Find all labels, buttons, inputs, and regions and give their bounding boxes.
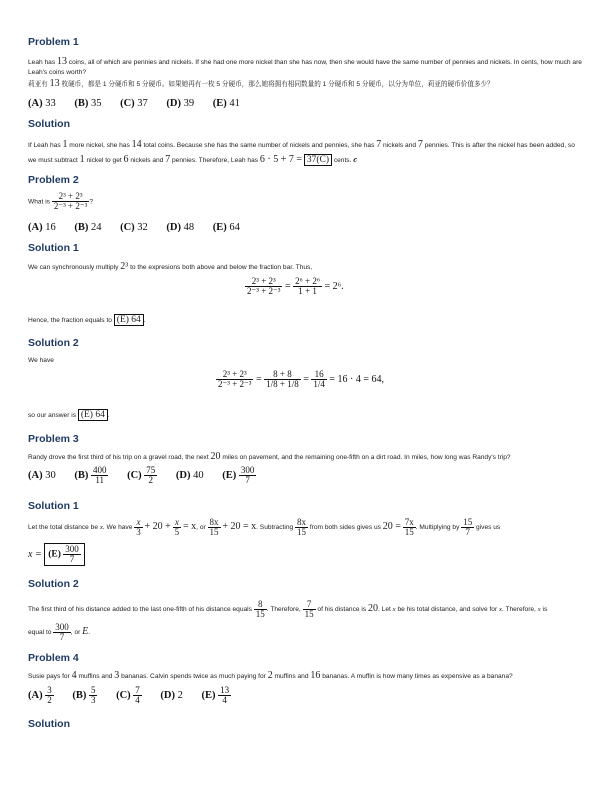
choice-a: (A) 33 [28, 98, 56, 110]
answer-box: (E) 64 [114, 314, 144, 326]
answer-box: 37(C) [304, 154, 332, 166]
choice-d: (D) 2 [160, 690, 183, 701]
choice-e: (E) 41 [212, 98, 240, 110]
choice-a: (A) $\frac{3}{2}$ [28, 685, 52, 705]
choice-e: (E) 64 [212, 222, 240, 234]
choice-b: (B) 35 [74, 98, 102, 110]
problem-2-solution-2-equation: $\frac{\text{2³ + 2³}}{\text{2⁻³ + 2⁻³}}$ = $\frac{8 + 8}{1/8 + 1/8}$ = $\frac{16}{1/4}$ = 16 · 4 = 64, [218, 369, 384, 389]
problem-1-solution-heading: Solution [28, 118, 70, 130]
problem-2-heading: Problem 2 [28, 174, 79, 186]
choice-b: (B) $\frac{5}{3}$ [72, 685, 96, 705]
problem-2-text: What is $\frac{\text{2³ + 2³}}{\text{2⁻³ + 2⁻³}}$ ? [28, 191, 93, 211]
problem-2-solution-1-text: We can synchronously multiply 2³ to the expresions both above and below the fraction bar. Thus, [28, 261, 313, 272]
answer-box: (E) $\frac{300}{7}$ [44, 543, 85, 566]
choice-b: (B) 24 [74, 222, 102, 234]
problem-2-solution-1-heading: Solution 1 [28, 242, 79, 254]
problem-2-solution-2-intro: We have [28, 357, 54, 364]
problem-3-solution-1-text: Let the total distance be x. We have $\frac{x}{3}$ + 20 + $\frac{x}{5}$ = x, or $\frac{8x}{15}$ + 20 = x. Subtracting $\frac{8x}{15}$ from both sides gives us 20 = $\frac{7x}{15}$ . Multiplying by $\frac{15}{7}$ gives us [28, 516, 501, 537]
problem-1-choices [28, 98, 256, 109]
problem-1-solution-text: If Leah has 1 more nickel, she has 14 total coins. Because she has the same number of nickels and pennies, she has 7 nickels and 7 pennies. This is after the nickel has been added, so we must subtract 1 nickel to get 6 nickels and 7 pennies. Therefore, Leah has 6 · 5 + 7 = 37(C) cents. 𝒸 [28, 139, 575, 165]
choice-c: (C) $\frac{7}{4}$ [116, 685, 140, 705]
answer-box: (E) 64 [78, 409, 108, 421]
problem-4-text: Susie pays for 4 muffins and 3 bananas. Calvin spends twice as much paying for 2 muffins and 16 bananas. A muffin is how many times as expensive as a banana? [28, 670, 513, 681]
problem-2-solution-1-equation: $\frac{\text{2³ + 2³}}{\text{2⁻³ + 2⁻³}}$ = $\frac{\text{2⁶ + 2⁶}}{1 + 1}$ = 2⁶. [247, 276, 344, 296]
problem-3-solution-1-heading: Solution 1 [28, 500, 79, 512]
choice-a: (A) 30 [28, 470, 56, 481]
choice-b: (B) $\frac{400}{11}$ [74, 465, 107, 485]
problem-3-text: Randy drove the first third of his trip on a gravel road, the next 20 miles on pavement, and the remaining one-fifth on a dirt road. In miles, how long was Randy's trip? [28, 451, 511, 462]
problem-3-choices [28, 466, 272, 485]
choice-c: (C) $\frac{75}{2}$ [127, 465, 156, 485]
problem-3-solution-2-text: The first third of his distance added to the last one-fifth of his distance equals $\frac{8}{15}$ . Therefore, $\frac{7}{15}$ of his distance is 20. Let x be his total distance, and solve for x. Therefore, x is equal to $\frac{300}{7}$ , or E. [28, 598, 548, 642]
problem-3-solution-2-heading: Solution 2 [28, 578, 79, 590]
problem-4-solution-heading: Solution [28, 718, 70, 730]
problem-2-choices [28, 222, 256, 233]
problem-4-choices [28, 686, 247, 705]
problem-2-solution-2-conclusion: so our answer is (E) 64 . [28, 410, 110, 420]
problem-3-heading: Problem 3 [28, 433, 79, 445]
choice-c: (C) 32 [120, 222, 148, 234]
problem-2-fraction: $\frac{\text{2³ + 2³}}{\text{2⁻³ + 2⁻³}}$ [53, 191, 88, 211]
choice-d: (D) 48 [166, 222, 195, 234]
choice-d: (D) 39 [166, 98, 195, 110]
problem-2-solution-1-conclusion: Hence, the fraction equals to (E) 64 . [28, 315, 146, 325]
choice-e: (E) $\frac{300}{7}$ [222, 465, 255, 485]
choice-d: (D) 40 [175, 470, 204, 481]
problem-2-solution-2-heading: Solution 2 [28, 337, 79, 349]
problem-1-chinese-text: 莉亚有 13 枚硬币，都是 1 分硬币和 5 分硬币。如果她再有一枚 5 分硬币，那么她将拥有相同数量的 1 分硬币和 5 分硬币，以分为单位，莉亚的硬币价值多少？ [28, 78, 494, 89]
problem-1-heading: Problem 1 [28, 36, 79, 48]
choice-e: (E) $\frac{13}{4}$ [201, 685, 230, 705]
problem-1-text: Leah has 13 coins, all of which are pennies and nickels. If she had one more nickel than she has now, then she would have the same number of pennies and nickels. In cents, how much are Leah's coins worth? [28, 56, 582, 76]
choice-a: (A) 16 [28, 222, 56, 234]
choice-c: (C) 37 [120, 98, 148, 110]
edit-mark: 𝒸 [353, 154, 358, 165]
problem-3-solution-1-answer: x = (E) $\frac{300}{7}$ [28, 543, 85, 566]
problem-4-heading: Problem 4 [28, 652, 79, 664]
